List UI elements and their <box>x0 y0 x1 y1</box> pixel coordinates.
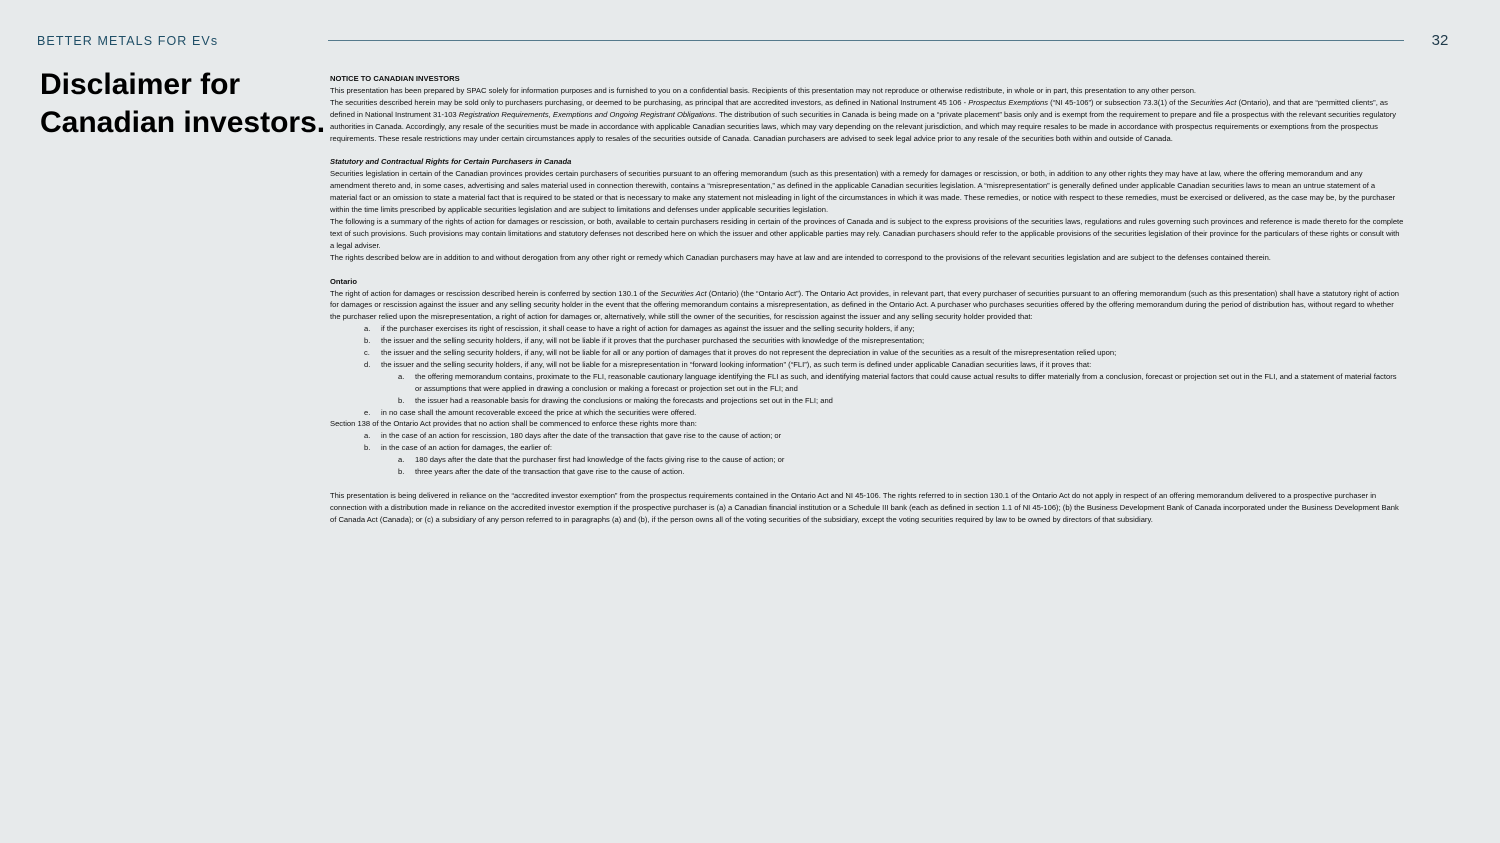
list-item: b. in the case of an action for damages, the earlier of: <box>364 443 552 453</box>
sub-list-item: b. the issuer had a reasonable basis for drawing the conclusions or making the forecasts and projections set out in the FLI; and <box>398 395 833 405</box>
page-title-line-1: Disclaimer for <box>40 68 241 101</box>
notice-paragraph: This presentation has been prepared by SPAC solely for information purposes and is furnished to you on a confidential basis. Recipients of this presentation may not reproduce or otherwise redistribute, in whole or in part, this presentation to any other person. <box>330 85 1197 95</box>
notice-heading: NOTICE TO CANADIAN INVESTORS <box>330 74 460 83</box>
list-item: b. the issuer and the selling security holders, if any, will not be liable if it proves that the purchaser purchased the securities with knowledge of the misrepresentation; <box>364 336 925 346</box>
list-item: a. if the purchaser exercises its right of rescission, it shall cease to have a right of action for damages as against the issuer and the selling security holders, if any; <box>364 324 915 334</box>
list-item: a. in the case of an action for rescission, 180 days after the date of the transaction that gave rise to the cause of action; or <box>364 431 782 441</box>
statutory-paragraph: The rights described below are in addition to and without derogation from any other right or remedy which Canadian purchasers may have at law and are intended to correspond to the provisions of the relevant securities legislation and are subject to the defenses contained therein. <box>330 252 1271 262</box>
sub-list-item: a. 180 days after the date that the purchaser first had knowledge of the facts giving rise to the cause of action; or <box>398 455 785 465</box>
header-divider <box>328 40 1404 41</box>
list-item: e. in no case shall the amount recoverable exceed the price at which the securities were offered. <box>364 407 697 417</box>
sub-list-item: a. the offering memorandum contains, proximate to the FLI, reasonable cautionary language identifying the FLI as such, and identifying material factors that could cause actual results to differ materially from a conclusion, forecast or projection set out in the FLI, and a statement of material factors or assumptions that were applied in drawing a conclusion or making a forecast or projection set out in the FLI; and <box>398 371 1397 393</box>
statutory-paragraph: Securities legislation in certain of the Canadian provinces provides certain purchasers of securities pursuant to an offering memorandum (such as this presentation) with a remedy for damages or rescission, or both, in addition to any other rights they may have at law, where the offering memorandum and any amendment thereto and, in some cases, advertising and sales material used in connection therewith, contains a “misrepresentation,” as defined in the applicable Canadian securities legislation. A “misrepresentation” is generally defined under applicable Canadian securities laws to mean an untrue statement of a material fact or an omission to state a material fact that is required to be stated or that is necessary to make any statement not misleading in light of the circumstances in which it was made. These remedies, or notice with respect to these remedies, must be exercised or delivered, as the case may be, by the purchaser within the time limits prescribed by applicable securities legislation and are subject to limitations and defenses under applicable securities legislation. <box>330 169 1396 215</box>
statutory-paragraph: The following is a summary of the rights of action for damages or rescission, or both, available to certain purchasers residing in certain of the provinces of Canada and is subject to the express provisions of the securities laws, regulations and rules governing such provinces and reference is made thereto for the complete text of such provisions. Such provisions may contain limitations and statutory defenses not described here on which the issuer and other applicable parties may rely. Canadian purchasers should refer to the applicable provisions of the securities legislation of their province for the particulars of these rights or consult with a legal adviser. <box>330 216 1404 250</box>
list-item: d. the issuer and the selling security holders, if any, will not be liable for a misrepresentation in “forward looking information” (“FLI”), as such term is defined under applicable Canadian securities laws, if it proves that: <box>364 359 1092 369</box>
page-title <box>40 66 330 142</box>
ontario-intro: The right of action for damages or rescission described herein is conferred by section 130.1 of the Securities Act (Ontario) (the “Ontario Act”). The Ontario Act provides, in relevant part, that every purchaser of securities pursuant to an offering memorandum (such as this presentation) shall have a statutory right of action for damages or rescission against the issuer and any selling security holder in the event that the offering memorandum contains a misrepresentation, as defined in the Ontario Act. A purchaser who purchases securities offered by the offering memorandum during the period of distribution has, without regard to whether the purchaser relied upon the misrepresentation, a right of action for damages or, alternatively, while still the owner of the securities, for rescission against the issuer and any selling security holder provided that: <box>330 288 1400 322</box>
sub-list-item: b. three years after the date of the transaction that gave rise to the cause of action. <box>398 467 685 477</box>
brand-tagline: BETTER METALS FOR EVs <box>37 34 219 48</box>
list-item: c. the issuer and the selling security holders, if any, will not be liable for all or any portion of damages that it proves do not represent the depreciation in value of the securities as a result of the misrepresentation relied upon; <box>364 348 1117 358</box>
page-number: 32 <box>1431 32 1449 49</box>
section-138-text: Section 138 of the Ontario Act provides that no action shall be commenced to enforce these rights more than: <box>330 419 697 429</box>
closing-paragraph: This presentation is being delivered in reliance on the “accredited investor exemption” from the prospectus requirements contained in the Ontario Act and NI 45-106. The rights referred to in section 130.1 of the Ontario Act do not apply in respect of an offering memorandum delivered to a prospective purchaser in connection with a distribution made in reliance on the accredited investor exemption if the prospective purchaser is (a) a Canadian financial institution or a Schedule III bank (each as defined in section 1.1 of NI 45-106); (b) the Business Development Bank of Canada incorporated under the Business Development Bank of Canada Act (Canada); or (c) a subsidiary of any person referred to in paragraphs (a) and (b), if the person owns all of the voting securities of the subsidiary, except the voting securities required by law to be owned by directors of that subsidiary. <box>330 491 1399 524</box>
page-title-line-2: Canadian investors. <box>40 106 326 139</box>
notice-paragraph-2: The securities described herein may be sold only to purchasers purchasing, or deemed to be purchasing, as principal that are accredited investors, as defined in National Instrument 45 106 - Prospectus Exemptions (“NI 45-106”) or subsection 73.3(1) of the Securities Act (Ontario), and that are “permitted clients”, as defined in National Instrument 31-103 Registration Requirements, Exemptions and Ongoing Registrant Obligations. The distribution of such securities in Canada is being made on a “private placement” basis only and is exempt from the requirement to prepare and file a prospectus with the relevant securities regulatory authorities in Canada. Accordingly, any resale of the securities must be made in accordance with applicable Canadian securities laws, which may vary depending on the relevant jurisdiction, and which may require resales to be made in accordance with prospectus requirements or exemptions from the prospectus requirements. These resale restrictions may under certain circumstances apply to resales of the securities outside of Canada. Canadian purchasers are advised to seek legal advice prior to any resale of the securities both within and outside of Canada. <box>330 97 1397 143</box>
disclaimer-body <box>330 73 1404 526</box>
ontario-heading: Ontario <box>330 276 358 286</box>
statutory-heading: Statutory and Contractual Rights for Certain Purchasers in Canada <box>330 157 572 167</box>
